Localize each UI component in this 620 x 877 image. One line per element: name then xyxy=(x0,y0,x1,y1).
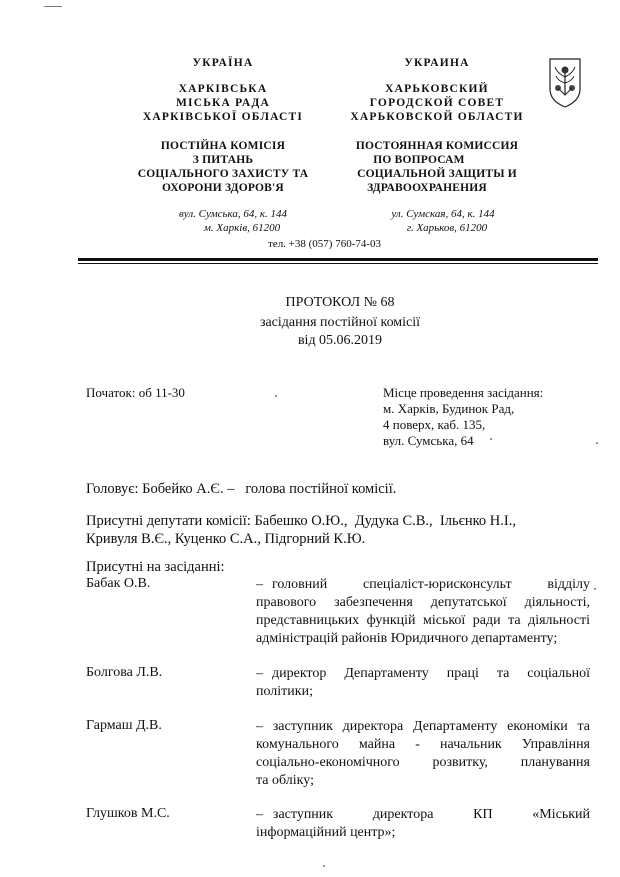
venue-line: Місце проведення засідання: xyxy=(383,385,544,400)
phone-number: тел. +38 (057) 760-74-03 xyxy=(268,238,382,250)
city-emblem-icon xyxy=(547,55,583,109)
header-divider-thin xyxy=(78,263,598,264)
header-right-commission-line: СОЦИАЛЬНОЙ ЗАЩИТЫ И xyxy=(357,168,517,180)
venue-line: вул. Сумська, 64 xyxy=(383,433,474,448)
attendee-role-line: політики; xyxy=(256,684,313,699)
attendee-role-line: соціально-економічного розвитку, планування xyxy=(256,755,590,770)
header-right-commission-line: ПОСТОЯННАЯ КОМИССИЯ xyxy=(355,140,519,152)
attendee-role-line: правового забезпечення депутатської діяльності, xyxy=(256,595,590,610)
present-label: Присутні на засіданні: xyxy=(86,559,225,575)
attendee-role-line: – головний спеціаліст-юрисконсульт відділу xyxy=(256,577,590,592)
members-block xyxy=(86,512,534,548)
members-line: Кривуля В.Є., Куценко С.А., Підгорний К.Ю. xyxy=(86,531,366,547)
header-right-country: УКРАИНА xyxy=(404,57,470,69)
header-right-address-line: г. Харьков, 61200 xyxy=(406,222,488,234)
attendee-role-line: представницьких функцій міської ради та діяльності xyxy=(256,613,590,628)
venue-line: м. Харків, Будинок Рад, xyxy=(383,401,515,416)
attendee-role xyxy=(256,576,590,648)
attendee-role-line: – заступник директора Департаменту економіки та xyxy=(256,719,590,734)
header-left-address-line: вул. Сумська, 64, к. 144 xyxy=(178,208,288,220)
header-left-commission-line: СОЦІАЛЬНОГО ЗАХИСТУ ТА xyxy=(137,168,309,180)
attendee-name: Бабак О.В. xyxy=(86,576,151,591)
protocol-subtitle: засідання постійної комісії xyxy=(259,315,421,330)
header-left xyxy=(118,56,328,235)
header-left-address-line: м. Харків, 61200 xyxy=(203,222,281,234)
attendee-role-line: та обліку; xyxy=(256,773,314,788)
header-divider xyxy=(78,258,598,261)
attendee-role xyxy=(256,718,590,790)
attendee-role-line: інформаційний центр»; xyxy=(256,825,396,840)
start-time: Початок: об 11-30 xyxy=(86,385,185,400)
header-left-council-line: МІСЬКА РАДА xyxy=(175,97,271,109)
header-right-council-line: ГОРОДСКОЙ СОВЕТ xyxy=(369,97,505,109)
chair-line: Головує: Бобейко А.Є. – голова постійної комісії. xyxy=(86,481,397,497)
scan-speck xyxy=(275,395,277,397)
attendee-name: Глушков М.С. xyxy=(86,806,170,821)
header-right-council-line: ХАРЬКОВСКИЙ xyxy=(385,83,489,95)
header-left-country: УКРАЇНА xyxy=(192,57,254,69)
header-right-commission-line: ЗДРАВООХРАНЕНИЯ xyxy=(367,182,487,194)
header-left-commission-line: З ПИТАНЬ xyxy=(192,154,254,166)
protocol-date: від 05.06.2019 xyxy=(297,333,383,348)
attendee-role xyxy=(256,806,590,842)
header-left-commission-line: ОХОРОНИ ЗДОРОВ'Я xyxy=(162,182,284,194)
attendee-role-line: – директор Департаменту праці та соціальної xyxy=(256,666,590,681)
scan-speck xyxy=(490,438,492,440)
scan-speck xyxy=(44,6,62,7)
attendee-role-line: – заступник директора КП «Міський xyxy=(256,807,590,822)
attendee-name: Гармаш Д.В. xyxy=(86,718,162,733)
scan-speck xyxy=(323,865,325,867)
header-right-address-line: ул. Сумская, 64, к. 144 xyxy=(391,208,495,220)
header-right-council-line: ХАРЬКОВСКОЙ ОБЛАСТИ xyxy=(350,111,524,123)
protocol-title: ПРОТОКОЛ № 68 xyxy=(285,295,395,310)
scan-speck xyxy=(596,442,598,444)
attendee-role xyxy=(256,665,590,701)
header-left-commission-line: ПОСТІЙНА КОМІСІЯ xyxy=(160,140,286,152)
venue-line: 4 поверх, каб. 135, xyxy=(383,417,486,432)
header-right xyxy=(330,56,544,235)
header-left-council-line: ХАРКІВСЬКОЇ ОБЛАСТІ xyxy=(142,111,304,123)
venue-block xyxy=(383,385,583,449)
header-left-council-line: ХАРКІВСЬКА xyxy=(178,83,268,95)
attendee-role-line: комунального майна - начальник Управління xyxy=(256,737,590,752)
scan-speck xyxy=(594,588,596,590)
members-line: Присутні депутати комісії: Бабешко О.Ю., Дудука С.В., Ільєнко Н.І., xyxy=(86,513,516,529)
attendee-role-line: адміністрацій районів Юридичного департаменту; xyxy=(256,631,558,646)
header-right-commission-line: ПО ВОПРОСАМ xyxy=(373,154,465,166)
attendee-name: Болгова Л.В. xyxy=(86,665,163,680)
